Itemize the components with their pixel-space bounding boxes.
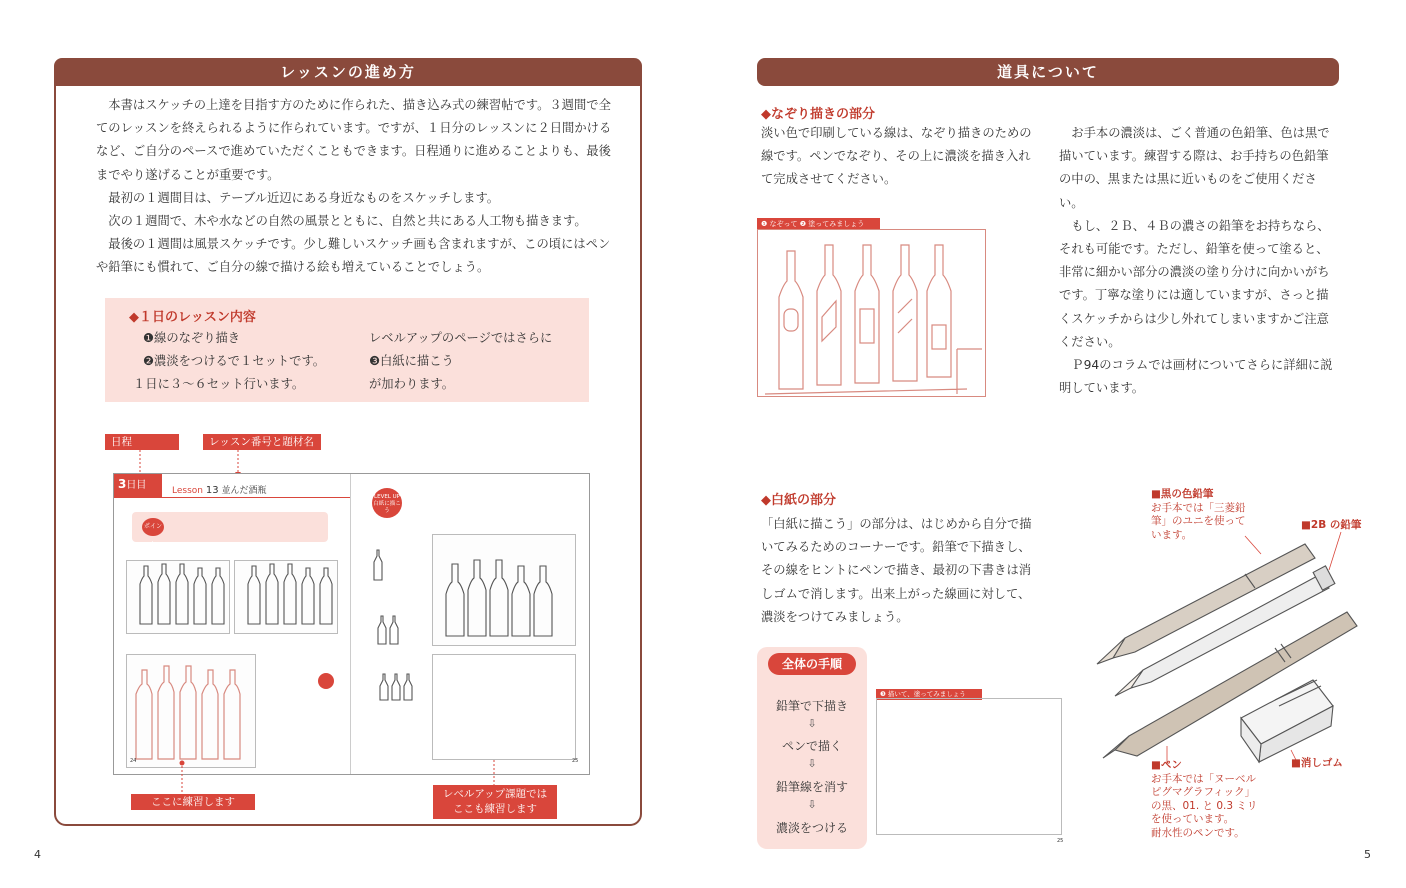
note-black-pencil-line: います。 [1151,528,1193,541]
note-black-pencil-title: ■黒の色鉛筆 [1151,488,1214,500]
intro-text [96,94,612,280]
blank-heading: ◆白紙の部分 [761,493,836,508]
procedure-arrow-icon: ⇩ [807,798,817,811]
tag-levelup [433,785,557,819]
tag-lesson-number: レッスン番号と題材名 [203,434,321,450]
daily-lesson-title: ◆１日のレッスン内容 [129,310,256,325]
tag-levelup-line-1: レベルアップ課題では [442,788,548,800]
procedure-step-3: 鉛筆線を消す [775,780,848,794]
note-pen-line: 耐水性のペンです。 [1151,826,1245,839]
mock-right-sketches [350,474,590,774]
mock-page-left: 24 [130,758,137,764]
mock-bottle-sketches [114,474,350,774]
daily-lesson-line-2: ❷濃淡をつけるで１セットです。 [143,354,326,368]
note-black-pencil-line: お手本では「三菱鉛 [1151,501,1246,514]
daily-lesson-right-1: レベルアップのページではさらに [369,331,553,345]
mock-lesson-label: Lesson 13 並んだ酒瓶 [172,485,267,496]
trace-heading: ◆なぞり描きの部分 [761,107,875,122]
blank-text: 「白紙に描こう」の部分は、はじめから自分で描いてみるためのコーナーです。鉛筆で下描きし、その線をヒントにペンで描き、最初の下書きは消しゴムで消します。出来上がった線画に対して、濃淡をつけてみましょう。 [761,517,1032,624]
tag-levelup-line-2: ここも練習します [453,803,537,815]
page-number-left: 4 [34,848,41,861]
procedure-step-4: 濃淡をつける [775,821,848,835]
procedure-arrow-icon: ⇩ [807,757,817,770]
note-pen-line: を使っています。 [1151,813,1235,825]
note-pen-line: お手本では「ヌーベル [1151,772,1256,785]
tag-schedule: 日程 [105,434,179,450]
note-pen-line: ピグマグラフィック」 [1151,786,1256,798]
intro-paragraph-1: 本書はスケッチの上達を目指す方のために作られた、描き込み式の練習帖です。３週間で全てのレッスンを終えられるように作られています。ですが、１日分のレッスンに２日間かけるなど、ご自分のペースで進めていただくこともできます。日程通りに進めることよりも、最後までやり遂げることが重要です。 [96,98,612,182]
mock-point-badge: ポイント [142,518,164,536]
note-black-pencil-line: 筆」のユニを使って [1151,515,1246,527]
trace-tag: ❶ なぞって ❷ 塗ってみましょう [757,218,880,230]
sample-spread [113,473,590,775]
mock-day: 3 [118,477,127,491]
materials-paragraph-3: Ｐ94のコラムでは画材についてさらに詳細に説明しています。 [1059,358,1333,396]
mock-levelup-label: LEVEL UP [374,494,400,500]
blank-tag: ❸ 描いて、塗ってみましょう [876,689,982,700]
daily-lesson-box [105,298,589,402]
materials-paragraph-1: お手本の濃淡は、ごく普通の色鉛筆、色は黒で描いています。練習する際は、お手持ちの色鉛筆の中の、黒または黒に近いものをご使用ください。 [1059,126,1330,210]
tag-practice-here: ここに練習します [131,794,255,810]
mock-levelup-sub: 白紙に描こう [373,501,401,514]
blank-page-number: 25 [1057,838,1064,844]
mock-page-right: 25 [572,758,579,764]
intro-paragraph-3: 次の１週間で、木や水などの自然の風景とともに、自然と共にある人工物も描きます。 [108,214,587,229]
daily-lesson-line-3: １日に３～６セット行います。 [133,377,305,391]
note-pen [1151,759,1257,840]
materials-column [1059,122,1333,400]
note-2b-pencil: ■2B の鉛筆 [1301,519,1362,531]
note-black-pencil [1151,488,1246,542]
procedure-step-1: 鉛筆で下描き [775,699,848,713]
daily-lesson-line-1: ❶線のなぞり描き [143,331,241,345]
procedure-title: 全体の手順 [768,653,856,675]
note-eraser: ■消しゴム [1291,757,1343,769]
tools-illustration [1085,530,1375,780]
daily-lesson-right-2: ❸白紙に描こう [369,354,454,368]
blank-sketch-frame [876,698,1062,835]
intro-paragraph-2: 最初の１週間目は、テーブル近辺にある身近なものをスケッチします。 [108,190,500,205]
procedure-step-2: ペンで描く [781,739,842,753]
procedure-box [757,647,867,849]
note-pen-title: ■ペン [1151,759,1182,771]
right-page-title: 道具について [757,58,1339,86]
trace-text: 淡い色で印刷している線は、なぞり描きのための線です。ペンでなぞり、その上に濃淡を描き入れて完成させてください。 [761,126,1032,187]
page-number-right: 5 [1364,848,1371,861]
daily-lesson-right-3: が加わります。 [369,377,455,391]
materials-paragraph-2: もし、２Ｂ、４Ｂの濃さの鉛筆をお持ちなら、それも可能です。ただし、鉛筆を使って塗ると、非常に細かい部分の濃淡の塗り分けに向かいがちです。丁寧な塗りには適していますが、さっと描くスケッチからは少し外れてしまいますかご注意ください。 [1059,218,1330,349]
mock-day-sub: 日目 [126,480,147,491]
procedure-arrow-icon: ⇩ [807,717,817,730]
intro-paragraph-4: 最後の１週間は風景スケッチです。少し難しいスケッチ画も含まれますが、この頃にはペンや鉛筆にも慣れて、ご自分の線で描ける絵も増えていることでしょう。 [96,237,611,275]
left-page-title: レッスンの進め方 [54,58,642,86]
note-pen-line: の黒、01. と 0.3 ミリ [1151,799,1258,812]
trace-bottles-sketch [757,229,986,397]
